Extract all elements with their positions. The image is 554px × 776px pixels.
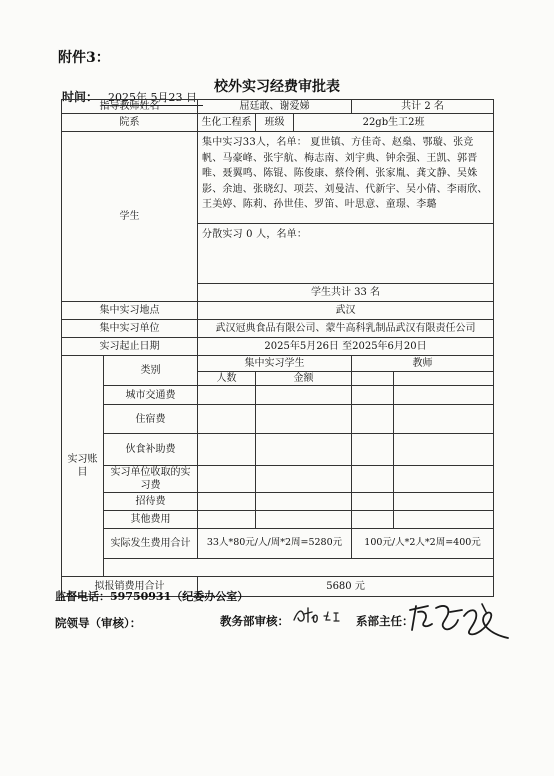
expense-row bbox=[62, 434, 494, 466]
supervision-phone: 监督电话：59750931（纪委办公室） bbox=[55, 590, 249, 603]
teacher-count-cell bbox=[352, 386, 394, 405]
place-value: 武汉 bbox=[198, 302, 494, 320]
account-label: 实习账目 bbox=[62, 356, 104, 577]
class-label: 班级 bbox=[256, 114, 294, 132]
spacer-row bbox=[62, 559, 494, 577]
student-amount-cell bbox=[256, 405, 352, 434]
teacher-amount-cell bbox=[394, 372, 494, 386]
scattered-student-list: 分散实习 0 人，名单： bbox=[198, 224, 494, 284]
student-count-cell bbox=[198, 405, 256, 434]
student-amount-cell bbox=[256, 434, 352, 466]
concentrated-row bbox=[62, 132, 494, 224]
student-amount-cell bbox=[256, 466, 352, 493]
actual-student-cost: 33人*80元/人/周*2周=5280元 bbox=[198, 529, 352, 559]
teacher-amount-cell bbox=[394, 434, 494, 466]
date-value: 2025年 5月23 日 bbox=[102, 89, 203, 106]
department-label: 院系 bbox=[62, 114, 198, 132]
student-count-cell bbox=[198, 493, 256, 511]
place-label: 集中实习地点 bbox=[62, 302, 198, 320]
supervisor-total: 共计 2 名 bbox=[352, 100, 494, 114]
supervisor-label: 指导教师姓名 bbox=[62, 100, 198, 114]
period-value: 2025年5月26日 至2025年6月20日 bbox=[198, 338, 494, 356]
student-count-cell bbox=[198, 466, 256, 493]
teacher-amount-cell bbox=[394, 386, 494, 405]
department-head-signature bbox=[404, 598, 514, 648]
student-count-cell bbox=[198, 434, 256, 466]
teacher-amount-cell bbox=[394, 405, 494, 434]
expense-item-label: 招待费 bbox=[104, 493, 198, 511]
student-amount-cell bbox=[256, 493, 352, 511]
attachment-label: 附件3： bbox=[58, 50, 110, 66]
place-row bbox=[62, 302, 494, 320]
expense-item-label: 城市交通费 bbox=[104, 386, 198, 405]
account-header-row-1 bbox=[62, 356, 494, 372]
actual-cost-label: 实际发生费用合计 bbox=[104, 529, 198, 559]
period-row bbox=[62, 338, 494, 356]
document-title: 校外实习经费审批表 bbox=[214, 79, 340, 95]
student-count-cell bbox=[198, 386, 256, 405]
expense-item-label: 住宿费 bbox=[104, 405, 198, 434]
teacher-count-cell bbox=[352, 434, 394, 466]
teacher-count-cell bbox=[352, 511, 394, 529]
academic-review-label: 教务部审核： bbox=[220, 614, 289, 628]
expense-row bbox=[62, 511, 494, 529]
actual-cost-row bbox=[62, 529, 494, 559]
expense-item-label: 实习单位收取的实习费 bbox=[104, 466, 198, 493]
student-count-cell bbox=[198, 511, 256, 529]
actual-teacher-cost: 100元/人*2人*2周=400元 bbox=[352, 529, 494, 559]
student-amount-header: 金额 bbox=[256, 372, 352, 386]
date-label: 时间： bbox=[62, 90, 99, 104]
expense-item-label: 其他费用 bbox=[104, 511, 198, 529]
teacher-count-cell bbox=[352, 493, 394, 511]
concentrated-student-list: 集中实习33人，名单： 夏世镇、方佳奇、赵燊、鄂璇、张竞帆、马豪峰、张宇航、梅志南、刘宇典、钟余强、王凯、郭晋唯、聂翼鸣、陈锟、陈俊康、蔡伶俐、张家胤、龚文静、吴姝影、余迪、张晓幻、项芸、刘曼洁、代新宇、吴小倩、李雨欣、王美婷、陈莉、孙世佳、罗笛、叶思意、童璟、李璐 bbox=[198, 132, 494, 224]
teacher-group-header: 教师 bbox=[352, 356, 494, 372]
approval-table bbox=[61, 99, 494, 597]
claim-value: 5680 元 bbox=[198, 577, 494, 597]
blank-cell bbox=[104, 559, 494, 577]
expense-item-label: 伙食补助费 bbox=[104, 434, 198, 466]
teacher-count-cell bbox=[352, 372, 394, 386]
students-label: 学生 bbox=[62, 132, 198, 302]
student-amount-cell bbox=[256, 511, 352, 529]
expense-row bbox=[62, 386, 494, 405]
expense-row bbox=[62, 493, 494, 511]
unit-label: 集中实习单位 bbox=[62, 320, 198, 338]
teacher-amount-cell bbox=[394, 493, 494, 511]
supervisor-value: 屈廷敢、谢爱娣 bbox=[198, 100, 352, 114]
unit-row bbox=[62, 320, 494, 338]
expense-row bbox=[62, 405, 494, 434]
class-value: 22gb生工2班 bbox=[294, 114, 494, 132]
department-value: 生化工程系 bbox=[198, 114, 256, 132]
teacher-count-cell bbox=[352, 405, 394, 434]
expense-row bbox=[62, 466, 494, 493]
student-amount-cell bbox=[256, 386, 352, 405]
student-count-header: 人数 bbox=[198, 372, 256, 386]
teacher-count-cell bbox=[352, 466, 394, 493]
students-total: 学生共计 33 名 bbox=[198, 284, 494, 302]
unit-value: 武汉冠典食品有限公司、蒙牛高科乳制品武汉有限责任公司 bbox=[198, 320, 494, 338]
student-group-header: 集中实习学生 bbox=[198, 356, 352, 372]
category-label: 类别 bbox=[104, 356, 198, 386]
period-label: 实习起止日期 bbox=[62, 338, 198, 356]
claim-label: 拟报销费用合计 bbox=[62, 577, 198, 597]
teacher-amount-cell bbox=[394, 466, 494, 493]
teacher-amount-cell bbox=[394, 511, 494, 529]
department-row bbox=[62, 114, 494, 132]
supervisor-row bbox=[62, 100, 494, 114]
academic-signature bbox=[290, 604, 350, 632]
leader-review-label: 院领导（审核）： bbox=[55, 616, 142, 630]
department-head-label: 系部主任： bbox=[356, 614, 414, 628]
